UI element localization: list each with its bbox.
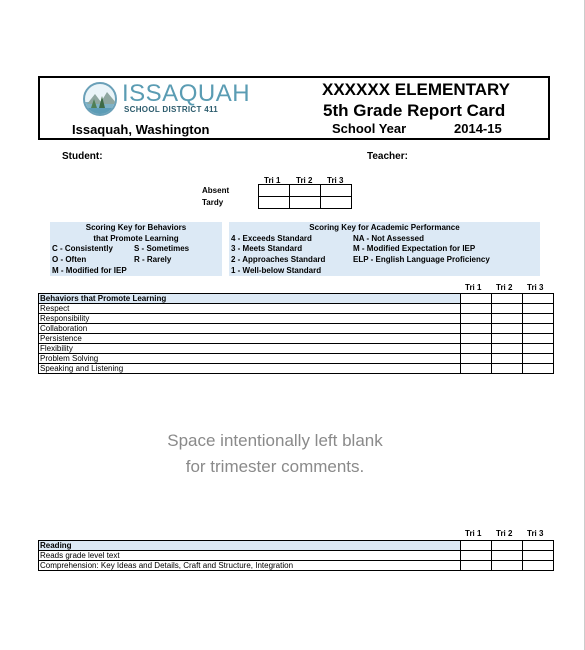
behavior-row-label: Problem Solving (39, 354, 461, 364)
score-cell[interactable] (461, 304, 492, 314)
academic-key-elp: ELP - English Language Proficiency (353, 255, 490, 264)
behavior-key-s: S - Sometimes (134, 244, 190, 253)
score-cell[interactable] (523, 314, 554, 324)
blank-note-line-2: for trimester comments. (185, 457, 365, 476)
behavior-row-label: Flexibility (39, 344, 461, 354)
tardy-tri3-cell[interactable] (321, 197, 352, 209)
behavior-key-r: R - Rarely (134, 255, 172, 264)
score-cell[interactable] (461, 334, 492, 344)
score-cell[interactable] (523, 561, 554, 571)
behavior-key-o: O - Often (52, 255, 87, 264)
academic-key-4: 4 - Exceeds Standard (231, 234, 312, 243)
score-cell[interactable] (461, 551, 492, 561)
score-cell[interactable] (492, 324, 523, 334)
reading-row-label: Reads grade level text (39, 551, 461, 561)
attendance-table (258, 184, 352, 209)
report-card-title: 5th Grade Report Card (323, 101, 506, 120)
academic-key-2: 2 - Approaches Standard (231, 255, 326, 264)
attendance-col-2: Tri 2 (296, 176, 313, 185)
behavior-row-label: Collaboration (39, 324, 461, 334)
district-logo (83, 82, 263, 122)
score-cell[interactable] (461, 314, 492, 324)
score-cell[interactable] (523, 344, 554, 354)
blank-space-note (150, 428, 400, 480)
score-cell[interactable] (492, 334, 523, 344)
reading-table (38, 540, 554, 571)
score-cell[interactable] (492, 561, 523, 571)
score-cell[interactable] (523, 324, 554, 334)
score-cell[interactable] (523, 304, 554, 314)
reading-row-label: Comprehension: Key Ideas and Details, Craft and Structure, Integration (39, 561, 461, 571)
reading-col-3: Tri 3 (527, 529, 544, 538)
behavior-row-label: Persistence (39, 334, 461, 344)
score-cell[interactable] (523, 364, 554, 374)
logo-name: ISSAQUAH (122, 80, 251, 107)
score-cell[interactable] (492, 344, 523, 354)
issaquah-logo-icon (83, 82, 117, 116)
score-cell[interactable] (461, 354, 492, 364)
tardy-tri2-cell[interactable] (290, 197, 321, 209)
behaviors-col-3: Tri 3 (527, 283, 544, 292)
reading-col-1: Tri 1 (465, 529, 482, 538)
blank-note-line-1: Space intentionally left blank (167, 431, 383, 450)
teacher-label: Teacher: (367, 151, 408, 162)
score-cell[interactable] (523, 354, 554, 364)
academic-key-m: M - Modified Expectation for IEP (353, 244, 476, 253)
behavior-row-label: Responsibility (39, 314, 461, 324)
reading-header: Reading (39, 541, 461, 551)
city-label: Issaquah, Washington (72, 122, 210, 137)
school-name: XXXXXX ELEMENTARY (322, 80, 510, 99)
behavior-row-label: Respect (39, 304, 461, 314)
behavior-scoring-key (50, 222, 222, 276)
behaviors-table (38, 293, 554, 374)
behavior-key-c: C - Consistently (52, 244, 113, 253)
behaviors-col-2: Tri 2 (496, 283, 513, 292)
score-cell[interactable] (492, 354, 523, 364)
school-year-value: 2014-15 (454, 121, 502, 136)
academic-key-1: 1 - Well-below Standard (231, 266, 322, 275)
tardy-tri1-cell[interactable] (259, 197, 290, 209)
school-year-label: School Year (332, 121, 407, 136)
behavior-key-m: M - Modified for IEP (52, 266, 127, 275)
academic-key-na: NA - Not Assessed (353, 234, 424, 243)
academic-scoring-key (229, 222, 540, 276)
score-cell[interactable] (461, 324, 492, 334)
academic-key-3: 3 - Meets Standard (231, 244, 303, 253)
score-cell[interactable] (523, 551, 554, 561)
tardy-label: Tardy (202, 198, 224, 207)
score-cell[interactable] (461, 364, 492, 374)
attendance-col-1: Tri 1 (264, 176, 281, 185)
score-cell[interactable] (523, 334, 554, 344)
absent-tri1-cell[interactable] (259, 185, 290, 197)
behavior-key-title-2: that Promote Learning (93, 233, 179, 243)
absent-label: Absent (202, 186, 230, 195)
absent-tri3-cell[interactable] (321, 185, 352, 197)
score-cell[interactable] (461, 561, 492, 571)
behavior-key-title-1: Scoring Key for Behaviors (85, 223, 187, 232)
academic-key-title: Scoring Key for Academic Performance (309, 223, 460, 232)
absent-tri2-cell[interactable] (290, 185, 321, 197)
score-cell[interactable] (461, 344, 492, 354)
reading-col-2: Tri 2 (496, 529, 513, 538)
behaviors-col-1: Tri 1 (465, 283, 482, 292)
student-label: Student: (62, 151, 103, 162)
header-box (38, 76, 550, 140)
behavior-row-label: Speaking and Listening (39, 364, 461, 374)
logo-subtitle: SCHOOL DISTRICT 411 (124, 105, 219, 114)
score-cell[interactable] (492, 551, 523, 561)
attendance-col-3: Tri 3 (327, 176, 344, 185)
behaviors-header: Behaviors that Promote Learning (39, 294, 461, 304)
score-cell[interactable] (492, 304, 523, 314)
score-cell[interactable] (492, 364, 523, 374)
score-cell[interactable] (492, 314, 523, 324)
